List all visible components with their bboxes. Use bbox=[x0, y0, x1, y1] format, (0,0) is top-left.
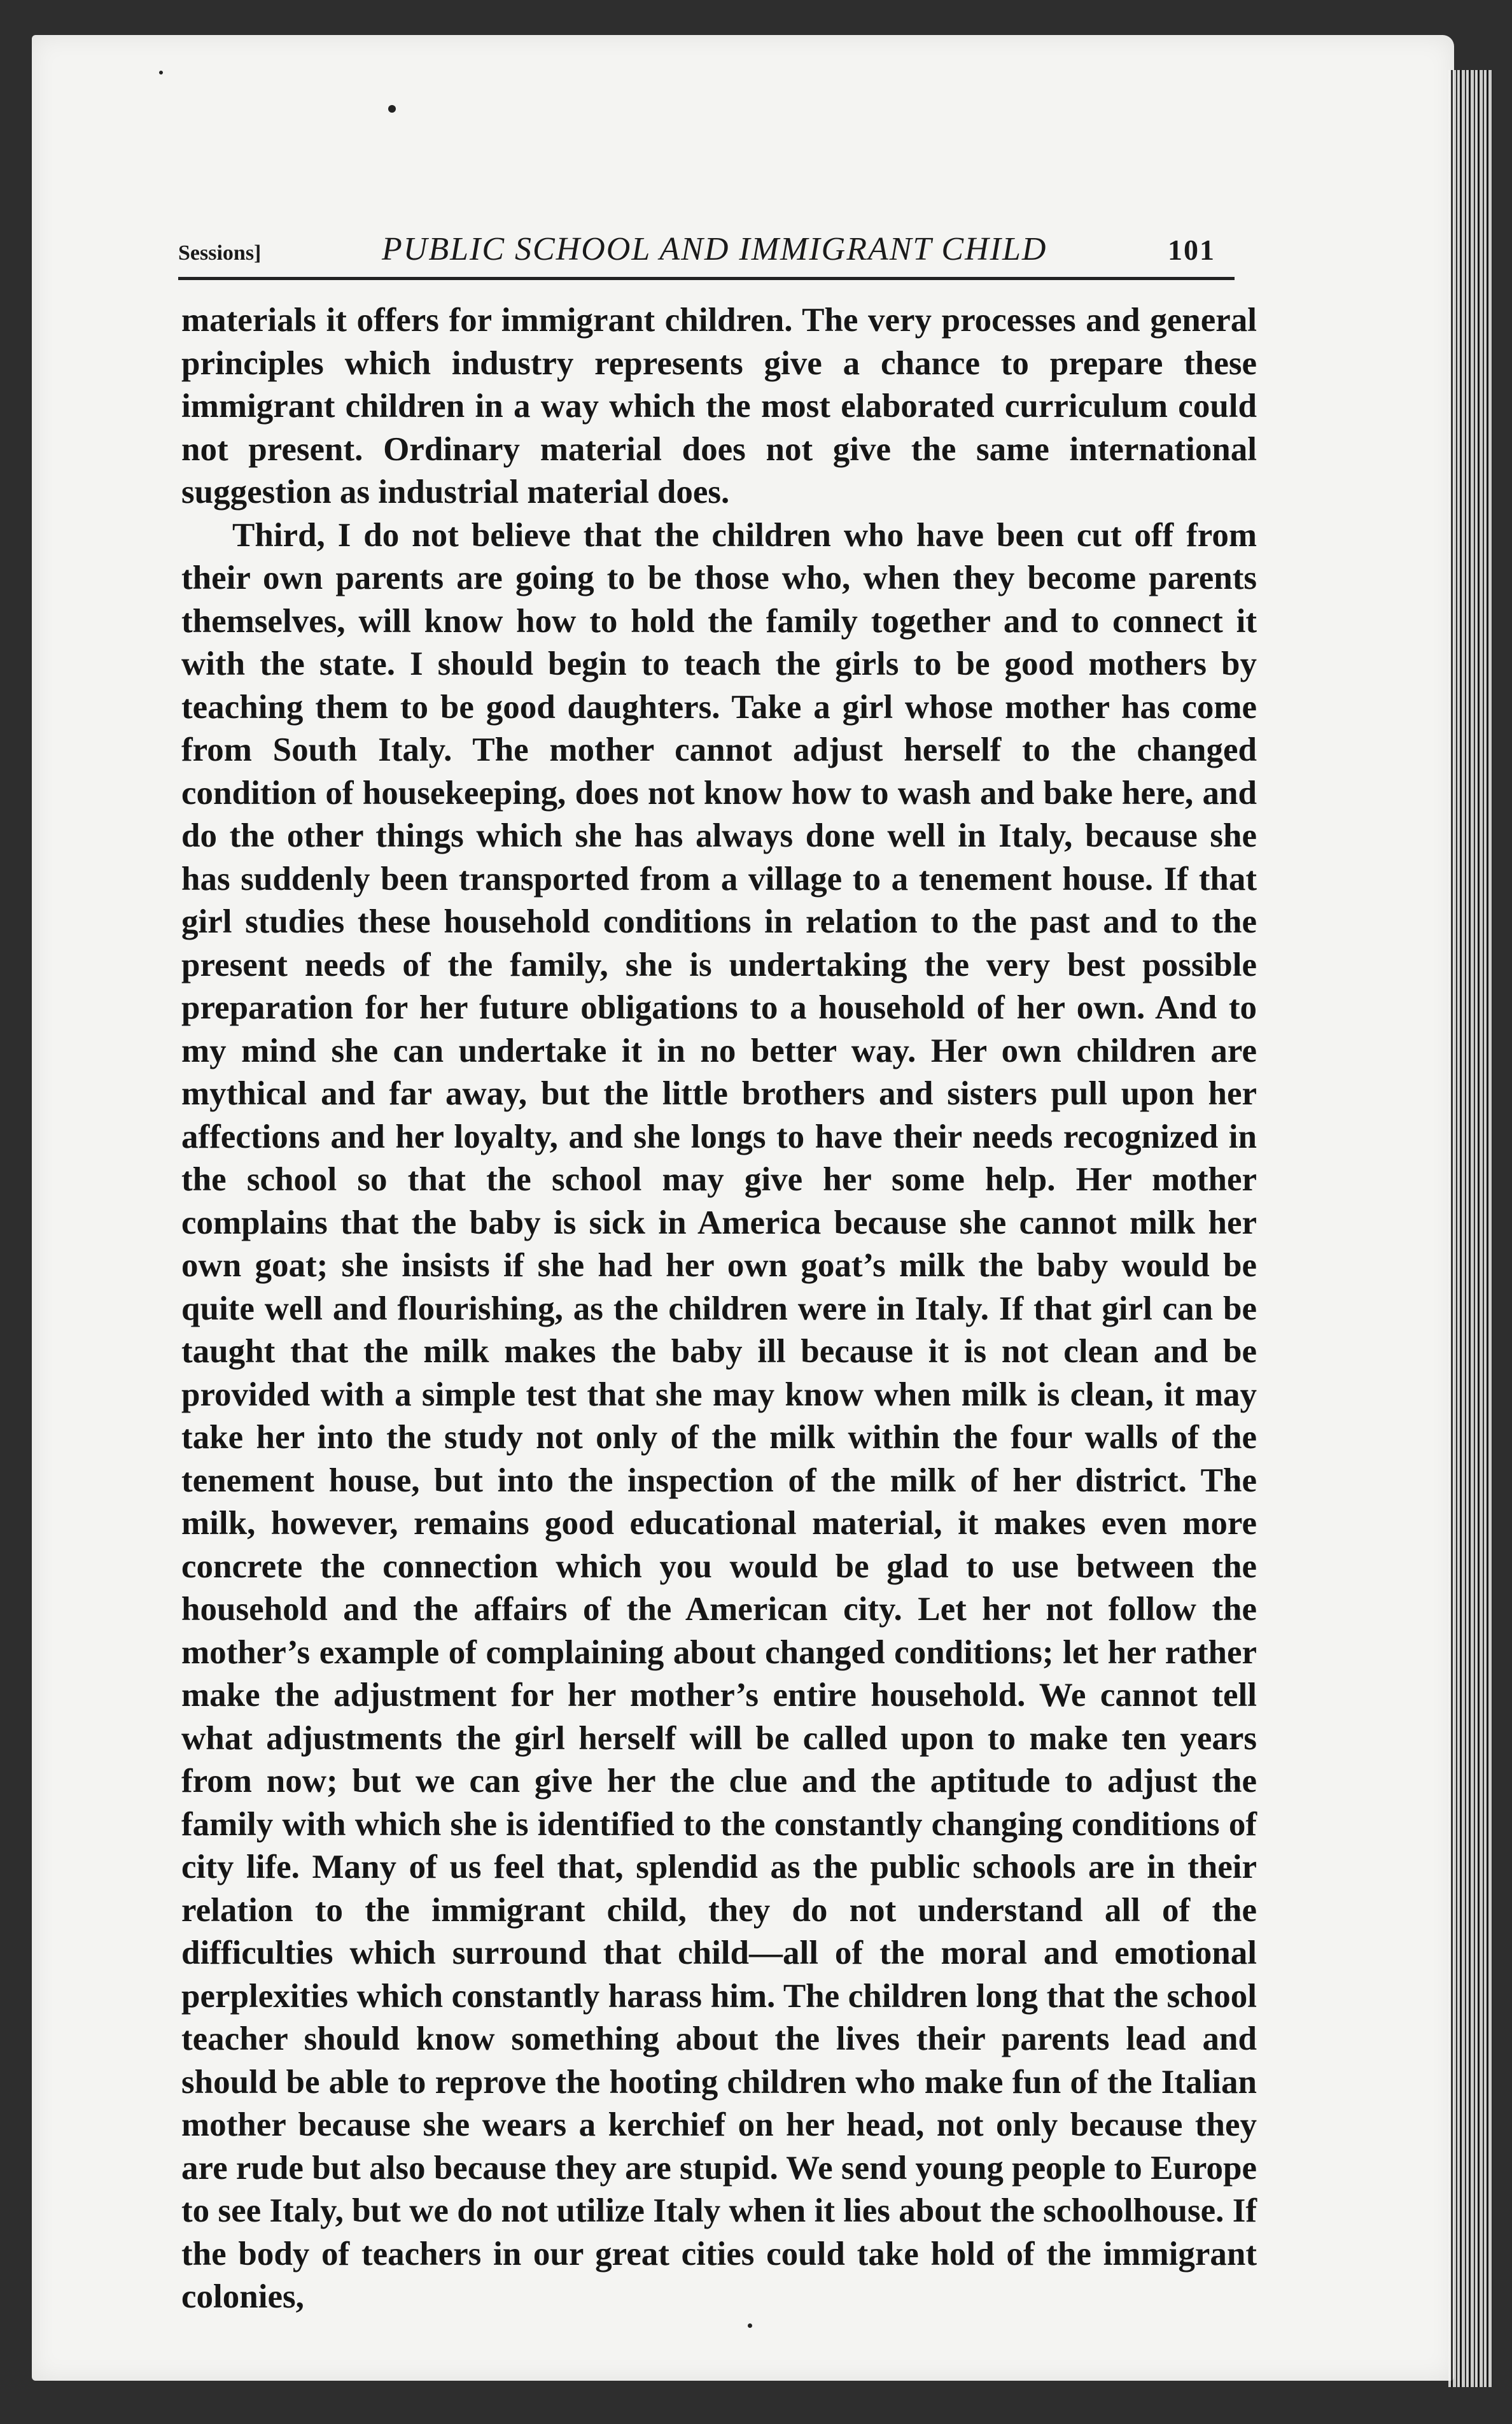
paragraph-third: Third, I do not believe that the children who have been cut off from their own parents are going to be those who, when they become parents themselves, will know how to hold the family together and to connect it with the state. I should begin to teach the girls to be good mothers by teaching them to be good daughters. Take a girl whose mother has come from South Italy. The mother cannot adjust herself to the changed condition of housekeeping, does not know how to wash and bake here, and do the other things which she has always done well in Italy, because she has suddenly been transported from a village to a tenement house. If that girl studies these household conditions in relation to the past and to the present needs of the family, she is undertaking the very best possible preparation for her future obligations to a household of her own. And to my mind she can undertake it in no better way. Her own children are mythical and far away, but the little brothers and sisters pull upon her affections and her loyalty, and she longs to have their needs recognized in the school so that the school may give her some help. Her mother complains that the baby is sick in America because she cannot milk her own goat; she insists if she had her own goat’s milk the baby would be quite well and flourishing, as the children were in Italy. If that girl can be taught that the milk makes the baby ill because it is not clean and be provided with a simple test that she may know when milk is clean, it may take her into the study not only of the milk within the four walls of the tenement house, but into the inspection of the milk of her district. The milk, however, remains good educational material, it makes even more concrete the connection which you would be glad to use between the household and the affairs of the American city. Let her not follow the mother’s example of complaining about changed conditions; let her rather make the adjustment for her mother’s entire household. We cannot tell what adjustments the girl herself will be called upon to make ten years from now; but we can give her the clue and the aptitude to adjust the family with which she is identified to the constantly changing conditions of city life. Many of us feel that, splendid as the public schools are in their relation to the immigrant child, they do not understand all of the difficulties which surround that child—all of the moral and emotional perplexities which constantly harass him. The children long that the school teacher should know something about the lives their parents lead and should be able to reprove the hooting children who make fun of the Italian mother because she wears a kerchief on her head, not only because they are rude but also because they are stupid. We send young people to Europe to see Italy, but we do not utilize Italy when it lies about the schoolhouse. If the body of teachers in our great cities could take hold of the immigrant colonies, bbox=[181, 516, 1257, 2315]
dust-speck bbox=[159, 71, 163, 74]
running-head-section: Sessions] bbox=[178, 241, 262, 265]
body-text bbox=[181, 299, 1257, 2319]
page-stack-edge bbox=[1448, 70, 1493, 2387]
running-head bbox=[178, 220, 1235, 280]
page-number: 101 bbox=[1168, 234, 1215, 266]
paragraph-continued: materials it offers for immigrant children. The very processes and general principles which industry represents give a chance to prepare these immigrant children in a way which the most elaborated curriculum could not present. Ordinary material does not give the same international suggestion as industrial material does. bbox=[181, 302, 1257, 511]
dust-speck bbox=[388, 105, 396, 113]
dust-speck bbox=[748, 2323, 752, 2328]
running-head-title: PUBLIC SCHOOL AND IMMIGRANT CHILD bbox=[382, 231, 1047, 267]
